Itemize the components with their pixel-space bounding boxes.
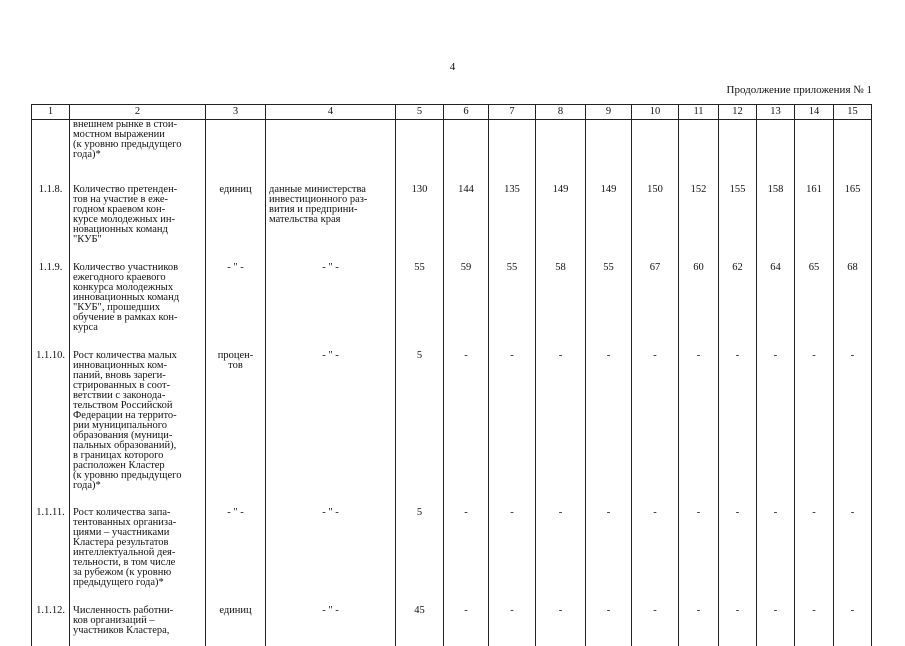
table-header-row: [32, 105, 872, 120]
page-number: 4: [449, 61, 456, 73]
indicator-value: 55: [396, 245, 444, 333]
indicator-value: -: [586, 588, 632, 646]
indicator-value: [489, 120, 536, 167]
indicator-value: [586, 120, 632, 167]
indicator-value: 58: [536, 245, 586, 333]
data-source: [266, 120, 396, 167]
indicator-value: -: [536, 588, 586, 646]
table-row: [32, 245, 872, 333]
unit-of-measure: [206, 120, 266, 167]
indicator-name: Рост количества запа- тентованных организа- циями – участниками Кластера результатов интеллектуальной дея- тельности, в том числе за рубежом (к уровню предыдущего года)*: [70, 491, 206, 588]
indicator-value: -: [757, 333, 795, 491]
indicator-value: -: [795, 491, 834, 588]
indicator-value: 135: [489, 166, 536, 245]
indicator-value: -: [632, 588, 679, 646]
indicator-value: -: [536, 491, 586, 588]
row-number: 1.1.10.: [32, 333, 70, 491]
indicator-value: 45: [396, 588, 444, 646]
indicator-value: 55: [489, 245, 536, 333]
indicator-name: Количество участников ежегодного краевого конкурса молодежных инновационных команд "КУБ", прошедших обучение в рамках кон- курса: [70, 245, 206, 333]
indicator-value: -: [834, 491, 872, 588]
indicator-name: Количество претенден- тов на участие в еже- годном краевом кон- курсе молодежных ин- новационных команд "КУБ": [70, 166, 206, 245]
indicator-value: -: [719, 333, 757, 491]
data-source: - " -: [266, 333, 396, 491]
table-row: [32, 166, 872, 245]
indicators-table: [31, 104, 872, 646]
column-header: 11: [679, 105, 719, 120]
indicator-value: -: [632, 491, 679, 588]
column-header: 10: [632, 105, 679, 120]
column-header: 14: [795, 105, 834, 120]
indicator-value: -: [834, 588, 872, 646]
indicator-value: -: [719, 588, 757, 646]
indicator-value: -: [444, 333, 489, 491]
indicator-value: 152: [679, 166, 719, 245]
indicator-value: 5: [396, 333, 444, 491]
indicator-value: -: [586, 491, 632, 588]
table-row: [32, 120, 872, 167]
indicator-value: [536, 120, 586, 167]
indicator-value: 67: [632, 245, 679, 333]
indicator-value: 155: [719, 166, 757, 245]
indicator-value: [632, 120, 679, 167]
unit-of-measure: единиц: [206, 588, 266, 646]
continuation-label: Продолжение приложения № 1: [726, 84, 872, 96]
column-header: 2: [70, 105, 206, 120]
unit-of-measure: процен- тов: [206, 333, 266, 491]
column-header: 6: [444, 105, 489, 120]
column-header: 8: [536, 105, 586, 120]
indicator-value: 144: [444, 166, 489, 245]
indicator-value: -: [489, 588, 536, 646]
indicator-value: 64: [757, 245, 795, 333]
unit-of-measure: единиц: [206, 166, 266, 245]
indicator-value: 55: [586, 245, 632, 333]
indicator-value: -: [489, 491, 536, 588]
column-header: 7: [489, 105, 536, 120]
indicator-value: 149: [536, 166, 586, 245]
indicator-value: [834, 120, 872, 167]
column-header: 12: [719, 105, 757, 120]
indicator-value: 150: [632, 166, 679, 245]
indicator-value: -: [719, 491, 757, 588]
indicator-name: Рост количества малых инновационных ком- паний, вновь зареги- стрированных в соот- ветствии с законода- тельством Российской Федерации на террито- рии муниципального образования (муници- пальных образований), в границах которого расположен Кластер (к уровню предыдущего года)*: [70, 333, 206, 491]
indicator-value: 59: [444, 245, 489, 333]
column-header: 4: [266, 105, 396, 120]
indicator-value: [795, 120, 834, 167]
indicator-value: -: [444, 491, 489, 588]
indicator-value: 149: [586, 166, 632, 245]
row-number: 1.1.8.: [32, 166, 70, 245]
column-header: 15: [834, 105, 872, 120]
row-number: 1.1.12.: [32, 588, 70, 646]
indicator-value: 158: [757, 166, 795, 245]
indicator-value: 165: [834, 166, 872, 245]
data-source: - " -: [266, 588, 396, 646]
indicator-value: -: [679, 491, 719, 588]
data-source: - " -: [266, 491, 396, 588]
indicator-value: 65: [795, 245, 834, 333]
unit-of-measure: - " -: [206, 245, 266, 333]
indicator-value: [679, 120, 719, 167]
column-header: 9: [586, 105, 632, 120]
indicator-value: 62: [719, 245, 757, 333]
indicator-value: -: [489, 333, 536, 491]
indicator-name: Численность работни- ков организаций – участников Кластера,: [70, 588, 206, 646]
indicator-value: -: [757, 491, 795, 588]
table-row: [32, 588, 872, 646]
data-source: данные министерства инвестиционного раз- вития и предприни- мательства края: [266, 166, 396, 245]
indicator-value: -: [795, 588, 834, 646]
row-number: 1.1.11.: [32, 491, 70, 588]
column-header: 1: [32, 105, 70, 120]
indicator-name: внешнем рынке в стои- мостном выражении (к уровню предыдущего года)*: [70, 120, 206, 167]
indicator-value: [757, 120, 795, 167]
unit-of-measure: - " -: [206, 491, 266, 588]
indicator-value: [444, 120, 489, 167]
indicator-value: -: [795, 333, 834, 491]
indicator-value: 161: [795, 166, 834, 245]
indicator-value: -: [679, 333, 719, 491]
indicator-value: -: [444, 588, 489, 646]
indicator-value: [719, 120, 757, 167]
row-number: 1.1.9.: [32, 245, 70, 333]
indicator-value: -: [632, 333, 679, 491]
indicator-value: -: [679, 588, 719, 646]
indicator-value: 68: [834, 245, 872, 333]
indicator-value: 60: [679, 245, 719, 333]
indicator-value: 130: [396, 166, 444, 245]
data-source: - " -: [266, 245, 396, 333]
indicator-value: -: [536, 333, 586, 491]
indicator-value: -: [757, 588, 795, 646]
row-number: [32, 120, 70, 167]
table-row: [32, 333, 872, 491]
indicator-value: -: [834, 333, 872, 491]
column-header: 3: [206, 105, 266, 120]
table-row: [32, 491, 872, 588]
indicator-value: [396, 120, 444, 167]
column-header: 13: [757, 105, 795, 120]
indicator-value: -: [586, 333, 632, 491]
indicator-value: 5: [396, 491, 444, 588]
column-header: 5: [396, 105, 444, 120]
